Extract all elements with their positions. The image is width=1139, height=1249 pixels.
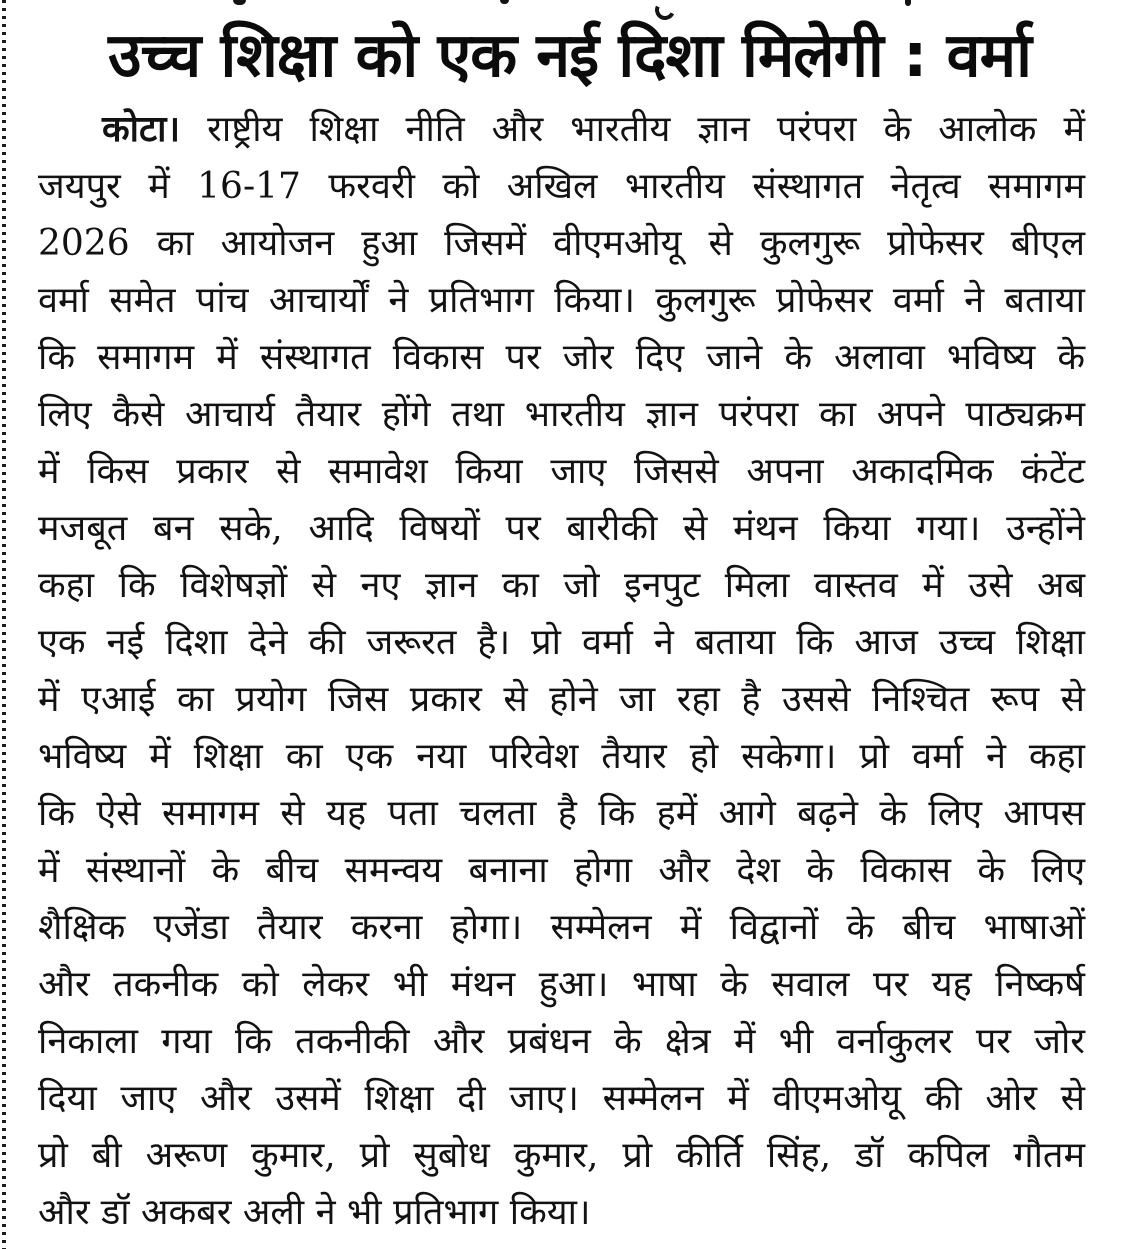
body-line: और तकनीक को लेकर भी मंथन हुआ। भाषा के सवाल पर यह निष्कर्ष	[38, 964, 1085, 1005]
body-line: वर्मा समेत पांच आचार्यों ने प्रतिभाग किया। कुलगुरू प्रोफेसर वर्मा ने बताया	[38, 280, 1085, 321]
body-line: निकाला गया कि तकनीकी और प्रबंधन के क्षेत्र में भी वर्नाकुलर पर जोर	[38, 1021, 1085, 1062]
article-headline: उच्च शिक्षा को एक नई दिशा मिलेगी : वर्मा	[108, 20, 1031, 91]
body-line: शैक्षिक एजेंडा तैयार करना होगा। सम्मेलन में विद्वानों के बीच भाषाओं	[38, 907, 1085, 948]
body-line: लिए कैसे आचार्य तैयार होंगे तथा भारतीय ज्ञान परंपरा का अपने पाठ्यक्रम	[38, 394, 1085, 435]
body-line: और डॉ अकबर अली ने भी प्रतिभाग किया।	[38, 1192, 591, 1233]
body-line: एक नई दिशा देने की जरूरत है। प्रो वर्मा ने बताया कि आज उच्च शिक्षा	[38, 622, 1085, 663]
body-line-text: राष्ट्रीय शिक्षा नीति और भारतीय ज्ञान परंपरा के आलोक में	[207, 109, 1085, 150]
body-line: में संस्थानों के बीच समन्वय बनाना होगा और देश के विकास के लिए	[38, 850, 1085, 891]
clipped-text-remnant	[500, 0, 509, 4]
dateline: कोटा।	[102, 108, 181, 150]
body-line: भविष्य में शिक्षा का एक नया परिवेश तैयार हो सकेगा। प्रो वर्मा ने कहा	[38, 736, 1085, 777]
clipped-text-remnant	[905, 0, 911, 6]
body-line: में एआई का प्रयोग जिस प्रकार से होने जा रहा है उससे निश्चित रूप से	[38, 679, 1085, 720]
body-line: दिया जाए और उसमें शिक्षा दी जाए। सम्मेलन में वीएमओयू की ओर से	[38, 1078, 1085, 1119]
article-body	[38, 101, 1085, 1241]
body-line	[38, 101, 1085, 158]
body-line: में किस प्रकार से समावेश किया जाए जिससे अपना अकादमिक कंटेंट	[38, 451, 1085, 492]
body-line: 2026 का आयोजन हुआ जिसमें वीएमओयू से कुलगुरू प्रोफेसर बीएल	[38, 223, 1085, 264]
body-line: प्रो बी अरूण कुमार, प्रो सुबोध कुमार, प्रो कीर्ति सिंह, डॉ कपिल गौतम	[38, 1135, 1085, 1176]
body-line: जयपुर में 16-17 फरवरी को अखिल भारतीय संस्थागत नेतृत्व समागम	[38, 166, 1085, 207]
body-line: कि समागम में संस्थागत विकास पर जोर दिए जाने के अलावा भविष्य के	[38, 337, 1085, 378]
clipped-text-remnant	[233, 0, 246, 5]
body-line: मजबूत बन सके, आदि विषयों पर बारीकी से मंथन किया गया। उन्होंने	[38, 508, 1085, 549]
body-line: कहा कि विशेषज्ञों से नए ज्ञान का जो इनपुट मिला वास्तव में उसे अब	[38, 565, 1085, 606]
body-line: कि ऐसे समागम से यह पता चलता है कि हमें आगे बढ़ने के लिए आपस	[38, 793, 1085, 834]
clipping-dotted-edge	[2, 0, 6, 1249]
